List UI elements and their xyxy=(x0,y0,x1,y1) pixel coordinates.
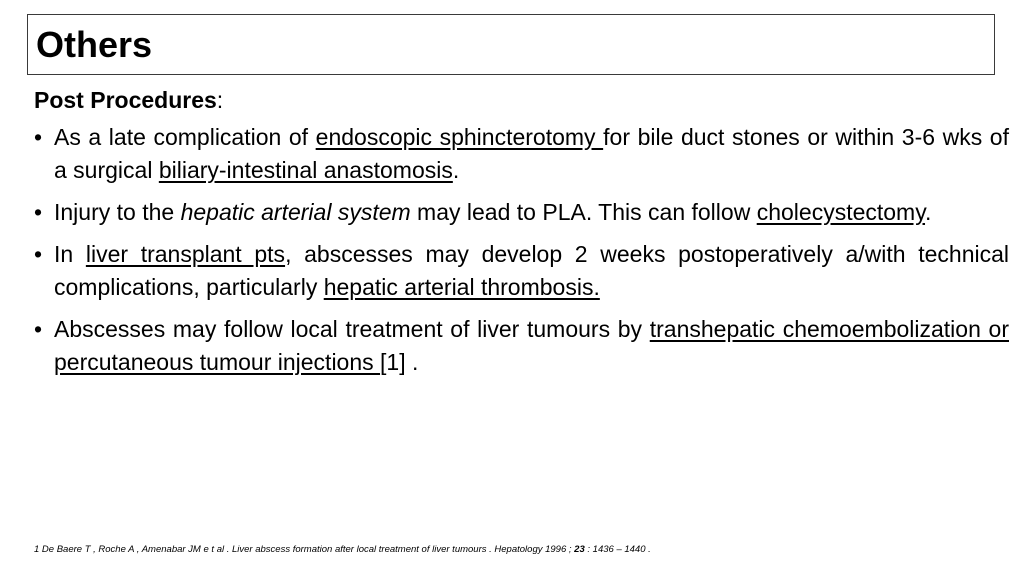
list-item xyxy=(34,313,1009,379)
bullet-text: . xyxy=(925,199,932,225)
bullet-text: [1] . xyxy=(380,349,419,375)
bullet-list xyxy=(34,121,1009,379)
underlined-term: biliary-intestinal anastomosis xyxy=(158,157,453,183)
list-item xyxy=(34,196,1009,229)
list-item xyxy=(34,121,1009,187)
bullet-dot: • xyxy=(34,241,43,267)
bullet-text: , abscesses may develop 2 weeks postoperatively a/with technical complications, particularly xyxy=(54,241,1010,300)
slide-content xyxy=(34,84,1009,388)
footnote-text: : 1436 – 1440 . xyxy=(584,544,651,555)
list-item xyxy=(34,238,1009,304)
bullet-text: As a late complication of xyxy=(54,124,316,150)
underlined-term: liver transplant pts xyxy=(85,241,286,267)
bullet-text: for bile duct stones or within 3-6 wks of a surgical xyxy=(54,124,1009,183)
underlined-term: transhepatic chemoembolization or percutaneous tumour injections xyxy=(54,316,1009,375)
bullet-text: may lead to PLA. This can follow xyxy=(410,199,757,225)
bullet-text: . xyxy=(452,157,460,183)
bullet-text: Injury to the xyxy=(54,199,181,225)
bullet-dot: • xyxy=(34,316,43,342)
subheading-colon: : xyxy=(216,87,224,113)
bullet-text: In xyxy=(54,241,86,267)
footnote-volume: 23 xyxy=(574,544,585,555)
slide-title: Others xyxy=(36,24,153,65)
footnote xyxy=(34,544,651,556)
bullet-dot: • xyxy=(34,199,43,225)
underlined-term: endoscopic sphincterotomy xyxy=(315,124,604,150)
underlined-term: hepatic arterial thrombosis. xyxy=(323,274,600,300)
title-box xyxy=(27,14,995,75)
underlined-term: cholecystectomy xyxy=(756,199,926,225)
bullet-text: Abscesses may follow local treatment of liver tumours by xyxy=(54,316,650,342)
subheading xyxy=(34,84,1009,117)
italic-term: hepatic arterial system xyxy=(180,199,411,225)
subheading-label: Post Procedures xyxy=(34,87,217,113)
bullet-dot: • xyxy=(34,124,43,150)
footnote-text: 1 De Baere T , Roche A , Amenabar JM e t al . Liver abscess formation after local treatment of liver tumours . Hepatology 1996 ; xyxy=(34,544,575,555)
